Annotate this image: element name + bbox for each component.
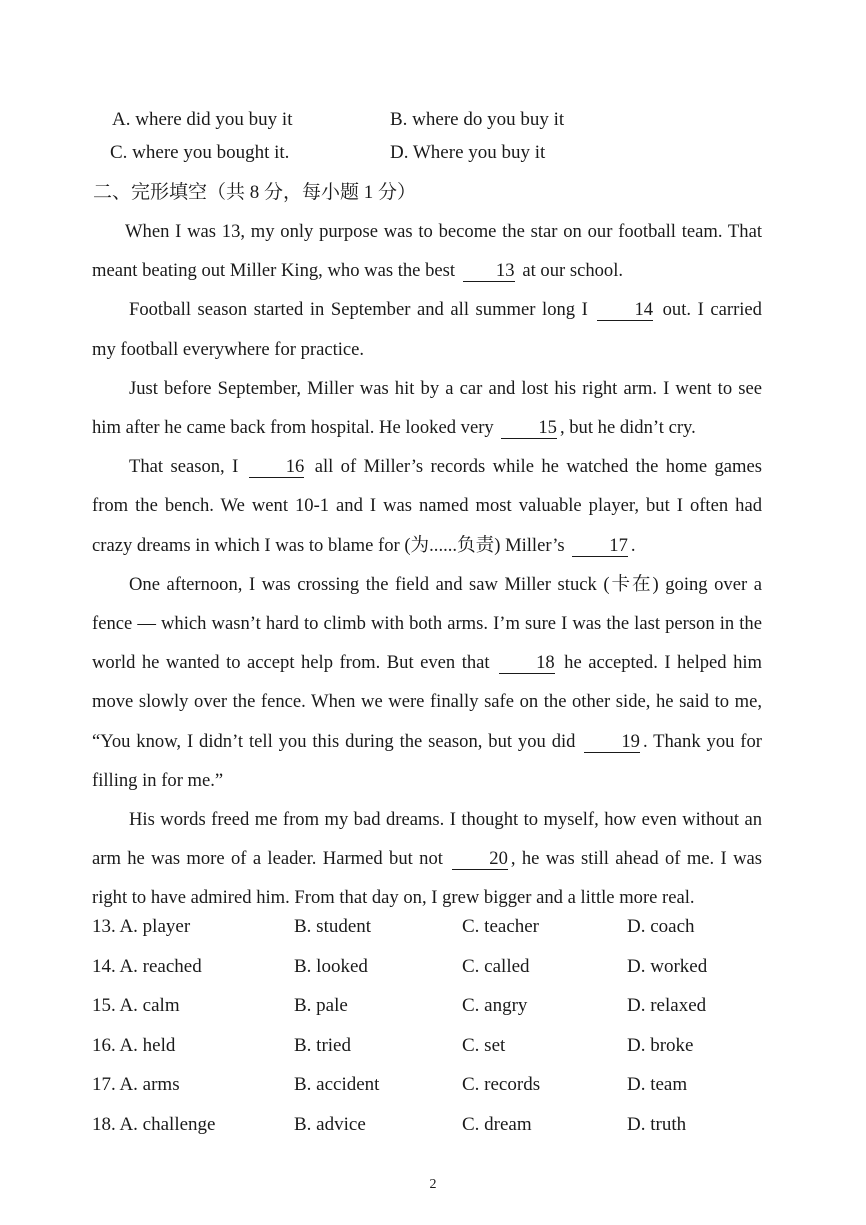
paragraph-text: at our school. <box>522 260 624 282</box>
answer-option: C. called <box>462 955 530 977</box>
paragraph-text: . <box>630 534 636 556</box>
paragraph-text: Just before September, Miller was hit by a car and lost his right arm. I went to see him after he came back from hospital. He looked very <box>92 377 762 439</box>
answer-option: B. pale <box>294 995 348 1017</box>
blank-14: 14 <box>597 300 653 321</box>
paragraph-text: His words freed me from my bad dreams. I thought to myself, how even without an arm he was more of a leader. Harmed but not <box>92 809 762 870</box>
blank-20: 20 <box>452 849 508 870</box>
paragraph-4 <box>92 447 762 565</box>
paragraph-text: out. I carried my football everywhere for practice. <box>92 299 762 360</box>
answer-option: D. coach <box>627 916 695 937</box>
paragraph-text: Football season started in September and all summer long I <box>129 299 588 321</box>
answer-option: B. tried <box>294 1034 351 1056</box>
paragraph-text: One afternoon, I was crossing the field and saw Miller stuck (卡在) going over a fence — which wasn’t hard to climb with both arms. I’m sure I was the last person in the world he wanted to accept help from. But even that <box>92 573 762 674</box>
paragraph-3 <box>92 369 762 447</box>
answer-option: 17. A. arms <box>92 1074 180 1096</box>
answer-option: C. teacher <box>462 916 540 937</box>
option-c: C. where you bought it. <box>110 142 290 163</box>
blank-13: 13 <box>463 261 515 282</box>
paragraph-2 <box>92 290 762 368</box>
paragraph-text: , he was still ahead of me. I was right to have admired him. From that day on, I grew bigger and a little more real. <box>92 848 763 909</box>
answer-option: 14. A. reached <box>92 955 202 977</box>
answer-option: D. team <box>627 1074 688 1096</box>
paragraph-text: . Thank you for filling in for me.” <box>92 730 762 791</box>
answer-option: 15. A. calm <box>92 995 180 1017</box>
section-title: 二、完形填空（共 8 分，每小题 1 分） <box>93 182 417 203</box>
answer-option: D. broke <box>627 1034 694 1056</box>
blank-15: 15 <box>501 418 557 439</box>
option-d: D. Where you buy it <box>390 142 546 163</box>
answer-option: B. advice <box>294 1113 366 1135</box>
option-a: A. where did you buy it <box>112 109 293 130</box>
paragraph-text: he accepted. I helped him move slowly over the fence. When we were finally safe on the other side, he said to me, “You know, I didn’t tell you this during the season, but you did <box>92 652 763 752</box>
answer-option: D. worked <box>627 955 708 977</box>
blank-17: 17 <box>572 536 628 557</box>
blank-19: 19 <box>584 732 640 753</box>
cloze-passage <box>92 212 762 918</box>
paragraph-text: , but he didn’t cry. <box>559 417 696 439</box>
paragraph-1 <box>92 212 762 290</box>
answer-option: D. relaxed <box>627 995 707 1017</box>
answer-option: B. accident <box>294 1074 380 1096</box>
option-b: B. where do you buy it <box>390 109 565 130</box>
answer-option: C. records <box>462 1074 541 1096</box>
answer-option: 16. A. held <box>92 1034 176 1056</box>
answer-option: B. student <box>294 916 372 937</box>
paragraph-5 <box>92 565 762 800</box>
answer-option: 18. A. challenge <box>92 1113 216 1135</box>
blank-16: 16 <box>249 457 305 478</box>
page-number: 2 <box>429 1177 437 1192</box>
paragraph-text: That season, I <box>129 456 239 478</box>
paragraph-6 <box>92 800 762 918</box>
answer-option: 13. A. player <box>92 916 191 937</box>
answer-option: C. set <box>462 1034 506 1056</box>
answer-option: C. angry <box>462 995 528 1017</box>
paragraph-text: all of Miller’s records while he watched the home games from the bench. We went 10-1 and I was named most valuable player, but I often had crazy dreams in which I was to blame for (为......负责) Miller’s <box>92 456 762 556</box>
answer-option: D. truth <box>627 1113 687 1135</box>
paragraph-text: When I was 13, my only purpose was to become the star on our football team. That meant beating out Miller King, who was the best <box>92 221 762 282</box>
blank-18: 18 <box>499 653 555 674</box>
answer-option: C. dream <box>462 1113 532 1135</box>
answer-option: B. looked <box>294 955 368 977</box>
